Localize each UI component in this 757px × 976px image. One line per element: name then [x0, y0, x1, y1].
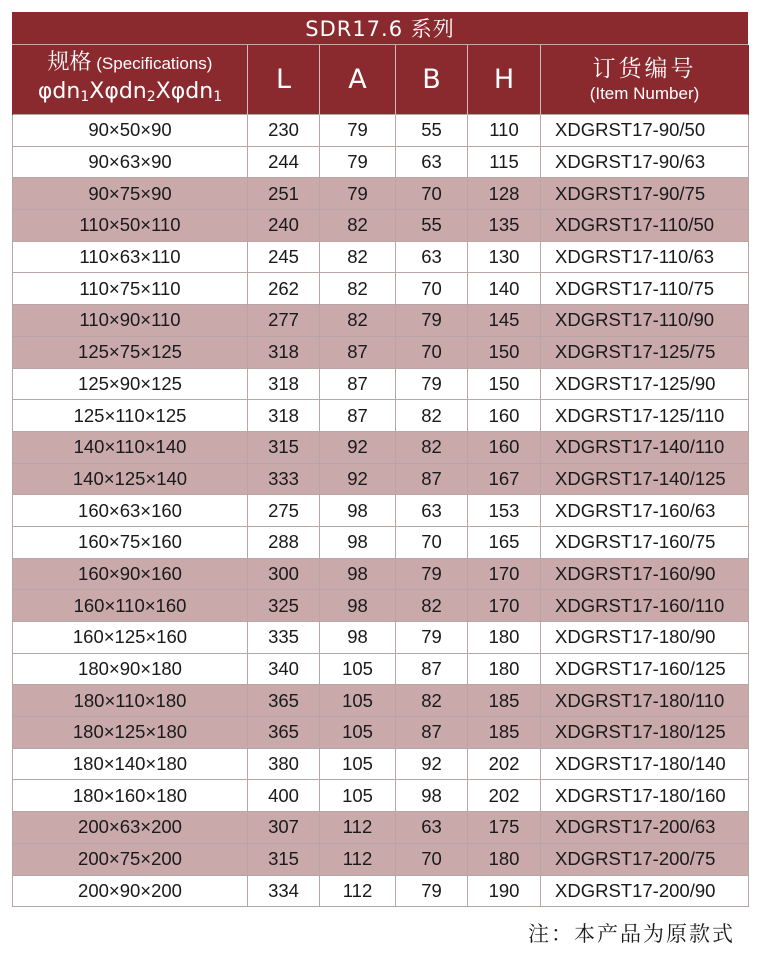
header-h: H [468, 45, 541, 115]
cell-a: 98 [320, 558, 396, 590]
cell-item-number: XDGRST17-200/75 [541, 843, 749, 875]
cell-b: 55 [396, 210, 468, 242]
table-row [13, 400, 749, 432]
cell-item-number: XDGRST17-160/110 [541, 590, 749, 622]
cell-spec: 180×140×180 [13, 748, 248, 780]
cell-l: 262 [248, 273, 320, 305]
cell-b: 70 [396, 178, 468, 210]
cell-item-number: XDGRST17-180/125 [541, 717, 749, 749]
cell-spec: 125×90×125 [13, 368, 248, 400]
cell-h: 110 [468, 115, 541, 147]
cell-a: 87 [320, 336, 396, 368]
cell-l: 334 [248, 875, 320, 907]
header-item-number: 订货编号 (Item Number) [541, 45, 749, 115]
cell-a: 82 [320, 305, 396, 337]
table-row [13, 653, 749, 685]
cell-item-number: XDGRST17-90/50 [541, 115, 749, 147]
cell-spec: 125×110×125 [13, 400, 248, 432]
cell-a: 82 [320, 241, 396, 273]
cell-h: 150 [468, 336, 541, 368]
cell-l: 251 [248, 178, 320, 210]
cell-b: 82 [396, 400, 468, 432]
header-specifications: 规格 (Specifications) φdn$_1$Xφdn$_2$Xφdn$_1$ [13, 45, 248, 115]
table-row [13, 875, 749, 907]
cell-a: 105 [320, 717, 396, 749]
cell-a: 98 [320, 526, 396, 558]
table-row [13, 812, 749, 844]
cell-b: 79 [396, 875, 468, 907]
table-row [13, 273, 749, 305]
cell-h: 160 [468, 431, 541, 463]
table-row [13, 685, 749, 717]
table-row [13, 780, 749, 812]
cell-l: 365 [248, 717, 320, 749]
cell-a: 79 [320, 178, 396, 210]
cell-h: 180 [468, 653, 541, 685]
cell-b: 82 [396, 590, 468, 622]
cell-item-number: XDGRST17-180/160 [541, 780, 749, 812]
cell-spec: 90×63×90 [13, 146, 248, 178]
cell-a: 87 [320, 368, 396, 400]
table-row [13, 495, 749, 527]
cell-item-number: XDGRST17-160/90 [541, 558, 749, 590]
cell-l: 340 [248, 653, 320, 685]
cell-spec: 180×110×180 [13, 685, 248, 717]
cell-item-number: XDGRST17-110/75 [541, 273, 749, 305]
table-row [13, 717, 749, 749]
cell-item-number: XDGRST17-140/125 [541, 463, 749, 495]
cell-b: 79 [396, 305, 468, 337]
cell-h: 150 [468, 368, 541, 400]
cell-item-number: XDGRST17-200/90 [541, 875, 749, 907]
cell-a: 79 [320, 115, 396, 147]
cell-b: 70 [396, 273, 468, 305]
cell-l: 244 [248, 146, 320, 178]
table-row [13, 748, 749, 780]
cell-h: 180 [468, 622, 541, 654]
table-row [13, 305, 749, 337]
cell-b: 63 [396, 146, 468, 178]
cell-h: 160 [468, 400, 541, 432]
table-row [13, 558, 749, 590]
cell-b: 87 [396, 463, 468, 495]
cell-spec: 110×63×110 [13, 241, 248, 273]
cell-a: 105 [320, 653, 396, 685]
cell-h: 185 [468, 685, 541, 717]
table-row [13, 178, 749, 210]
footnote: 注：本产品为原款式 [528, 922, 735, 946]
cell-l: 318 [248, 336, 320, 368]
cell-a: 98 [320, 622, 396, 654]
cell-l: 230 [248, 115, 320, 147]
cell-b: 79 [396, 368, 468, 400]
cell-b: 70 [396, 336, 468, 368]
cell-l: 240 [248, 210, 320, 242]
cell-b: 70 [396, 526, 468, 558]
cell-h: 165 [468, 526, 541, 558]
cell-item-number: XDGRST17-125/110 [541, 400, 749, 432]
cell-item-number: XDGRST17-180/90 [541, 622, 749, 654]
cell-item-number: XDGRST17-140/110 [541, 431, 749, 463]
table-row [13, 241, 749, 273]
cell-h: 180 [468, 843, 541, 875]
cell-spec: 160×125×160 [13, 622, 248, 654]
cell-spec: 110×75×110 [13, 273, 248, 305]
cell-a: 105 [320, 780, 396, 812]
cell-h: 140 [468, 273, 541, 305]
table-row [13, 431, 749, 463]
header-b: B [396, 45, 468, 115]
cell-item-number: XDGRST17-110/50 [541, 210, 749, 242]
table-body [13, 115, 749, 907]
cell-h: 185 [468, 717, 541, 749]
cell-b: 63 [396, 812, 468, 844]
cell-item-number: XDGRST17-90/75 [541, 178, 749, 210]
cell-b: 63 [396, 495, 468, 527]
header-a: A [320, 45, 396, 115]
cell-a: 92 [320, 431, 396, 463]
cell-h: 135 [468, 210, 541, 242]
table-row [13, 526, 749, 558]
cell-b: 55 [396, 115, 468, 147]
cell-b: 98 [396, 780, 468, 812]
cell-b: 79 [396, 558, 468, 590]
cell-item-number: XDGRST17-110/63 [541, 241, 749, 273]
cell-spec: 160×110×160 [13, 590, 248, 622]
cell-l: 318 [248, 368, 320, 400]
cell-item-number: XDGRST17-160/125 [541, 653, 749, 685]
table-title: SDR17.6 系列 [12, 12, 748, 45]
cell-l: 275 [248, 495, 320, 527]
spec-table-container [12, 12, 748, 907]
cell-item-number: XDGRST17-180/110 [541, 685, 749, 717]
cell-h: 175 [468, 812, 541, 844]
cell-spec: 200×63×200 [13, 812, 248, 844]
cell-spec: 90×75×90 [13, 178, 248, 210]
cell-l: 380 [248, 748, 320, 780]
cell-spec: 180×160×180 [13, 780, 248, 812]
cell-spec: 180×125×180 [13, 717, 248, 749]
cell-b: 92 [396, 748, 468, 780]
cell-item-number: XDGRST17-160/63 [541, 495, 749, 527]
cell-l: 335 [248, 622, 320, 654]
cell-a: 112 [320, 875, 396, 907]
cell-b: 70 [396, 843, 468, 875]
cell-item-number: XDGRST17-200/63 [541, 812, 749, 844]
cell-b: 63 [396, 241, 468, 273]
cell-item-number: XDGRST17-160/75 [541, 526, 749, 558]
cell-spec: 125×75×125 [13, 336, 248, 368]
cell-h: 128 [468, 178, 541, 210]
cell-item-number: XDGRST17-125/75 [541, 336, 749, 368]
cell-h: 190 [468, 875, 541, 907]
cell-a: 98 [320, 590, 396, 622]
cell-a: 112 [320, 843, 396, 875]
cell-b: 87 [396, 653, 468, 685]
cell-a: 112 [320, 812, 396, 844]
table-row [13, 115, 749, 147]
table-row [13, 146, 749, 178]
cell-h: 130 [468, 241, 541, 273]
cell-l: 315 [248, 431, 320, 463]
cell-a: 105 [320, 685, 396, 717]
cell-b: 82 [396, 431, 468, 463]
cell-spec: 110×90×110 [13, 305, 248, 337]
cell-spec: 160×63×160 [13, 495, 248, 527]
cell-h: 167 [468, 463, 541, 495]
table-row [13, 622, 749, 654]
table-row [13, 463, 749, 495]
cell-h: 153 [468, 495, 541, 527]
cell-l: 333 [248, 463, 320, 495]
table-row [13, 843, 749, 875]
table-row [13, 210, 749, 242]
cell-spec: 200×90×200 [13, 875, 248, 907]
cell-b: 79 [396, 622, 468, 654]
cell-b: 87 [396, 717, 468, 749]
cell-l: 325 [248, 590, 320, 622]
cell-l: 245 [248, 241, 320, 273]
table-row [13, 336, 749, 368]
cell-spec: 180×90×180 [13, 653, 248, 685]
cell-l: 318 [248, 400, 320, 432]
table-row [13, 590, 749, 622]
cell-spec: 110×50×110 [13, 210, 248, 242]
cell-l: 315 [248, 843, 320, 875]
cell-item-number: XDGRST17-125/90 [541, 368, 749, 400]
cell-item-number: XDGRST17-110/90 [541, 305, 749, 337]
cell-a: 98 [320, 495, 396, 527]
cell-l: 300 [248, 558, 320, 590]
cell-l: 288 [248, 526, 320, 558]
cell-h: 170 [468, 558, 541, 590]
cell-spec: 160×90×160 [13, 558, 248, 590]
cell-item-number: XDGRST17-90/63 [541, 146, 749, 178]
cell-h: 202 [468, 748, 541, 780]
cell-h: 202 [468, 780, 541, 812]
cell-h: 170 [468, 590, 541, 622]
cell-l: 400 [248, 780, 320, 812]
cell-a: 105 [320, 748, 396, 780]
cell-a: 82 [320, 210, 396, 242]
cell-b: 82 [396, 685, 468, 717]
cell-a: 87 [320, 400, 396, 432]
table-row [13, 368, 749, 400]
cell-h: 115 [468, 146, 541, 178]
cell-spec: 200×75×200 [13, 843, 248, 875]
cell-a: 79 [320, 146, 396, 178]
cell-a: 92 [320, 463, 396, 495]
spec-table [12, 45, 749, 907]
cell-l: 307 [248, 812, 320, 844]
cell-h: 145 [468, 305, 541, 337]
cell-spec: 160×75×160 [13, 526, 248, 558]
cell-a: 82 [320, 273, 396, 305]
cell-spec: 90×50×90 [13, 115, 248, 147]
cell-l: 365 [248, 685, 320, 717]
cell-l: 277 [248, 305, 320, 337]
cell-spec: 140×125×140 [13, 463, 248, 495]
table-header-row [13, 45, 749, 115]
cell-spec: 140×110×140 [13, 431, 248, 463]
header-l: L [248, 45, 320, 115]
cell-item-number: XDGRST17-180/140 [541, 748, 749, 780]
